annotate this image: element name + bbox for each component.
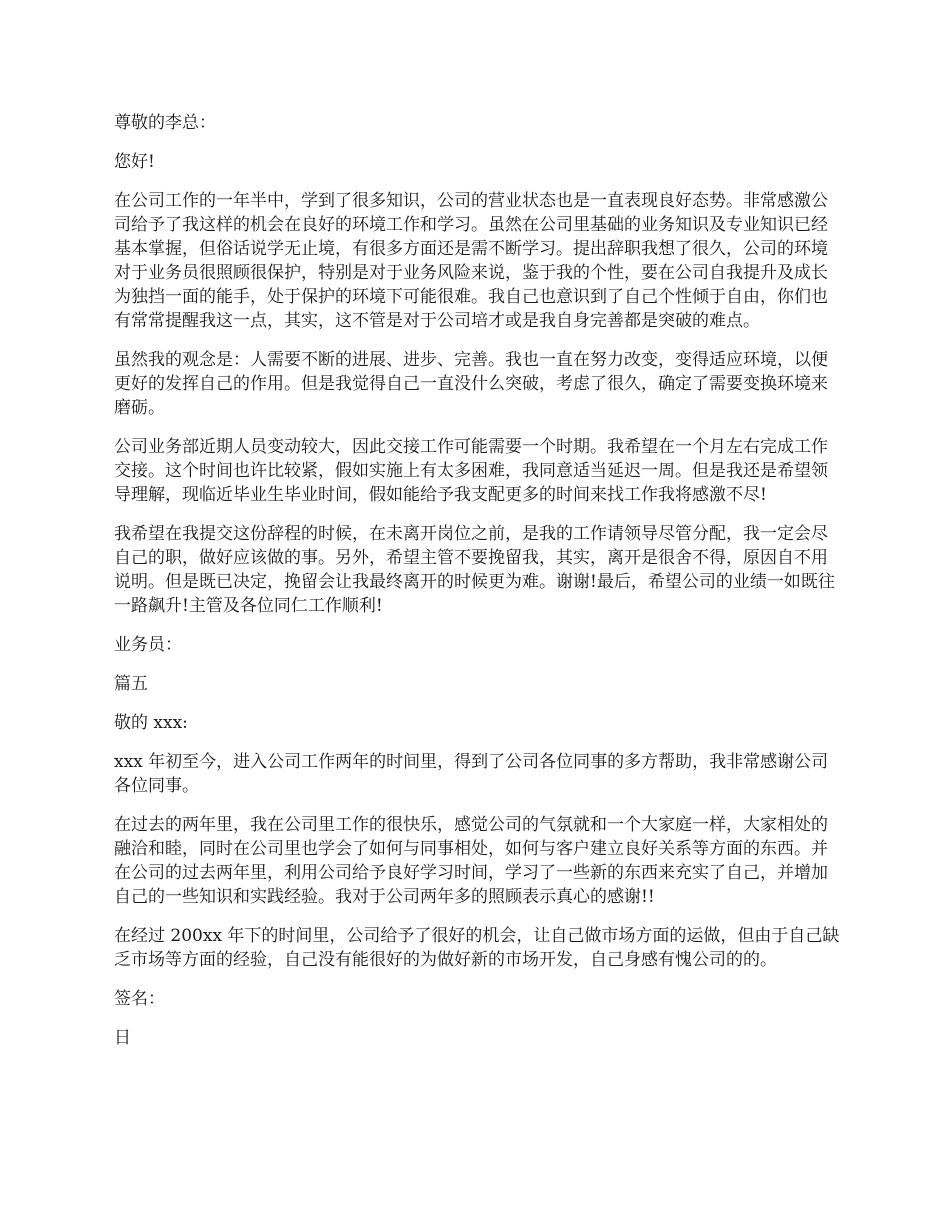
signature-role: 业务员： [114, 635, 182, 655]
body-paragraph: 公司业务部近期人员变动较大，因此交接工作可能需要一个时期。我希望在一个月左右完成工作交接。这个时间也许比较紧，假如实施上有太多困难，我同意适当延迟一周。但是我还是希望领导理解，现临近毕业生毕业时间，假如能给予我支配更多的时间来找工作我将感激不尽! [114, 437, 828, 505]
section-title: 篇五 [114, 674, 148, 694]
date-label: 日 [114, 1028, 131, 1048]
salutation: 尊敬的李总： [114, 113, 216, 133]
body-paragraph: 虽然我的观念是：人需要不断的进展、进步、完善。我也一直在努力改变，变得适应环境，以便更好的发挥自己的作用。但是我觉得自己一直没什么突破，考虑了很久，确定了需要变换环境来磨砺。 [114, 350, 828, 418]
salutation-2: 敬的 xxx: [114, 713, 188, 733]
signature-label: 签名： [114, 989, 165, 1009]
body-paragraph: 我希望在我提交这份辞程的时候，在未离开岗位之前，是我的工作请领导尽管分配，我一定会尽自己的职，做好应该做的事。另外，希望主管不要挽留我，其实，离开是很舍不得，原因自不用说明。但是既已决定，挽留会让我最终离开的时候更为难。谢谢!最后，希望公司的业绩一如既往一路飙升!主管及各位同仁工作顺利! [114, 524, 835, 616]
body-paragraph: xxx 年初至今，进入公司工作两年的时间里，得到了公司各位同事的多方帮助，我非常感谢公司各位同事。 [114, 752, 829, 796]
body-paragraph: 在经过 200xx 年下的时间里，公司给予了很好的机会，让自己做市场方面的运做，但由于自己缺乏市场等方面的经验，自己没有能很好的为做好新的市场开发，自己身感有愧公司的的。 [114, 926, 840, 970]
body-paragraph: 在过去的两年里，我在公司里工作的很快乐，感觉公司的气氛就和一个大家庭一样，大家相处的融洽和睦，同时在公司里也学会了如何与同事相处，如何与客户建立良好关系等方面的东西。并在公司的过去两年里，利用公司给予良好学习时间，学习了一些新的东西来充实了自己，并增加自己的一些知识和实践经验。我对于公司两年多的照顾表示真心的感谢!! [114, 815, 828, 907]
body-paragraph: 在公司工作的一年半中，学到了很多知识，公司的营业状态也是一直表现良好态势。非常感激公司给予了我这样的机会在良好的环境工作和学习。虽然在公司里基础的业务知识及专业知识已经基本掌握，但俗话说学无止境，有很多方面还是需不断学习。提出辞职我想了很久，公司的环境对于业务员很照顾很保护，特别是对于业务风险来说，鉴于我的个性，要在公司自我提升及成长为独挡一面的能手，处于保护的环境下可能很难。我自己也意识到了自己个性倾于自由，你们也有常常提醒我这一点，其实，这不管是对于公司培才或是我自身完善都是突破的难点。 [114, 191, 828, 331]
greeting-hello: 您好! [114, 152, 155, 172]
